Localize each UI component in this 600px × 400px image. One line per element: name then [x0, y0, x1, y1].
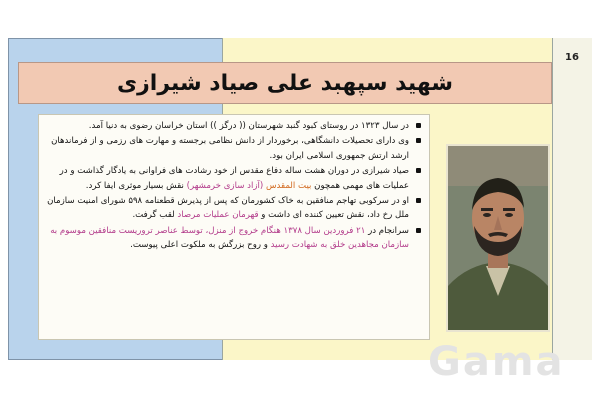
- bullet-text-segment: وی دارای تحصیلات دانشگاهی، برخوردار از دانش نظامی برجسته و مهارت های رزمی و از فرماندهان ارشد ارتش جمهوری اسلامی ایران بود.: [51, 136, 409, 161]
- watermark: Gama: [428, 339, 565, 385]
- slide-title: شهید سپهبد علی صیاد شیرازی: [116, 70, 454, 96]
- bullet-item: [47, 119, 409, 133]
- bullet-list: [47, 119, 423, 253]
- title-bar: [18, 62, 552, 104]
- bullet-text-segment: سرانجام در: [365, 225, 409, 236]
- bullet-item: [47, 224, 409, 253]
- bullet-text-segment: در سال ۱۳۲۳ در روستای کبود گنبد شهرستان (( درگز )) استان خراسان رضوی به دنیا آمد.: [88, 121, 409, 131]
- portrait-image: [448, 146, 548, 330]
- bullet-item: [47, 194, 409, 223]
- bullet-text-segment: و روح بزرگش به ملکوت اعلی پیوست.: [130, 240, 271, 251]
- bullet-text-segment: ۲۱ فروردین سال ۱۳۷۸ هنگام خروج از منزل، توسط عناصر تروریست منافقین موسوم به سازمان مجاهدین خلق به شهادت رسید: [50, 225, 409, 251]
- bullet-text-segment: بیت المقدس: [265, 180, 312, 191]
- bullet-text-segment: قهرمان عملیات مرصاد: [177, 210, 259, 221]
- bullet-item: [47, 134, 409, 163]
- bullet-item: [47, 164, 409, 193]
- portrait-photo: [446, 144, 550, 332]
- content-box: [38, 114, 430, 340]
- bullet-text-segment: لقب گرفت.: [132, 210, 178, 221]
- bullet-text-segment: (آزاد سازی خرمشهر): [186, 180, 266, 191]
- bullet-text-segment: نقش بسیار موثری ایفا کرد.: [85, 180, 187, 191]
- bullet-text-segment: صیاد شیرازی در دوران هشت ساله دفاع مقدس از خود رشادت های فراوانی به یادگار گذاشت و در عملیات های مهمی همچون: [59, 166, 409, 191]
- slide-side-panel: [552, 38, 592, 360]
- page-number: 16: [565, 52, 579, 63]
- bullet-text-segment: او در سرکوبی تهاجم منافقین به خاک کشورمان که پس از پذیرش قطعنامه ۵۹۸ شورای امنیت سازمان ملل رخ داد، نقش تعیین کننده ای داشت و: [47, 196, 409, 221]
